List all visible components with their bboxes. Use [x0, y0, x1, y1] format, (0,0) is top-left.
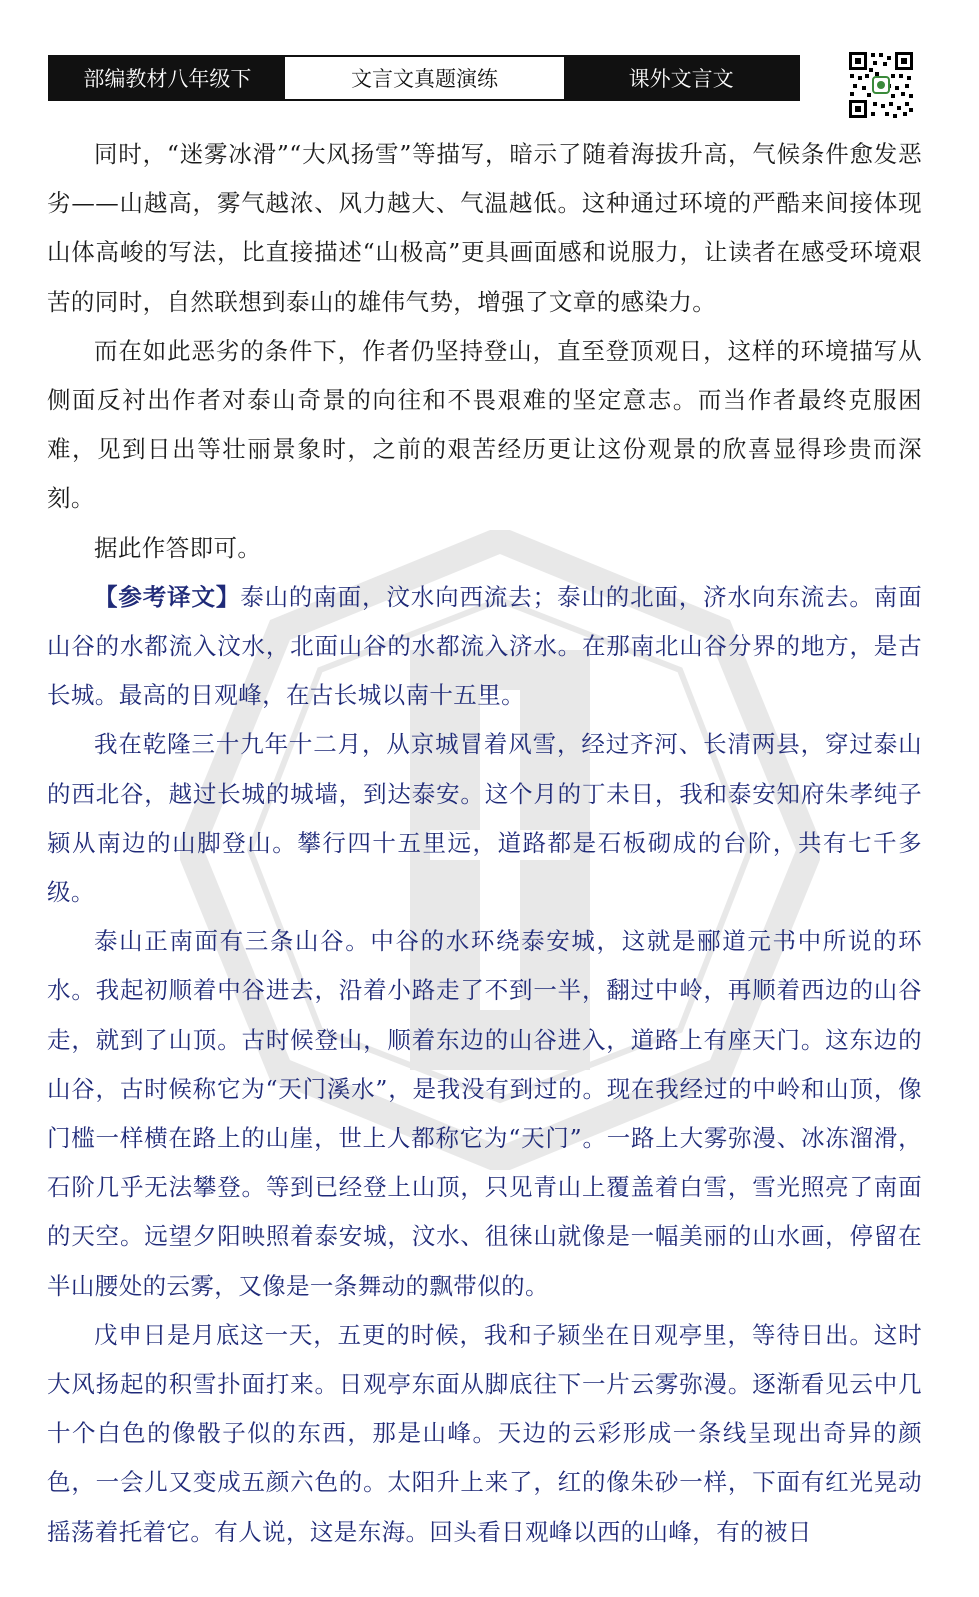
analysis-paragraph-1: 同时，“迷雾冰滑”“大风扬雪”等描写，暗示了随着海拔升高，气候条件愈发恶劣——山越高，雾气越浓、风力越大、气温越低。这种通过环境的严酷来间接体现山体高峻的写法，比直接描述“山极高”更具画面感和说服力，让读者在感受环境艰苦的同时，自然联想到泰山的雄伟气势，增强了文章的感染力。 — [47, 140, 922, 316]
header-practice-label: 文言文真题演练 — [285, 57, 565, 99]
translation-paragraph-3: 泰山正南面有三条山谷。中谷的水环绕泰安城，这就是郦道元书中所说的环水。我起初顺着中谷进去，沿着小路走了不到一半，翻过中岭，再顺着西边的山谷走，就到了山顶。古时候登山，顺着东边的山谷进入，道路上有座天门。这东边的山谷，古时候称它为“天门溪水”，是我没有到过的。现在我经过的中岭和山顶，像门槛一样横在路上的山崖，世上人都称它为“天门”。一路上大雾弥漫、冰冻溜滑，石阶几乎无法攀登。等到已经登上山顶，只见青山上覆盖着白雪，雪光照亮了南面的天空。远望夕阳映照着泰安城，汶水、徂徕山就像是一幅美丽的山水画，停留在半山腰处的云雾，又像是一条舞动的飘带似的。 — [47, 927, 922, 1300]
translation-section — [47, 573, 922, 1557]
header-category-label: 课外文言文 — [564, 57, 798, 99]
analysis-section — [47, 130, 922, 573]
header-textbook-label: 部编教材八年级下 — [50, 57, 285, 99]
translation-paragraph-2: 我在乾隆三十九年十二月，从京城冒着风雪，经过齐河、长清两县，穿过泰山的西北谷，越过长城的城墙，到达泰安。这个月的丁未日，我和泰安知府朱孝纯子颍从南边的山脚登山。攀行四十五里远，道路都是石板砌成的台阶，共有七千多级。 — [47, 730, 922, 907]
qr-code-icon — [847, 50, 915, 120]
document-body — [47, 130, 922, 1557]
reference-translation-label: 【参考译文】 — [94, 582, 241, 611]
analysis-paragraph-2: 而在如此恶劣的条件下，作者仍坚持登山，直至登顶观日，这样的环境描写从侧面反衬出作者对泰山奇景的向往和不畏艰难的坚定意志。而当作者最终克服困难，见到日出等壮丽景象时，之前的艰苦经历更让这份观景的欣喜显得珍贵而深刻。 — [47, 336, 922, 513]
translation-paragraph-4: 戊申日是月底这一天，五更的时候，我和子颍坐在日观亭里，等待日出。这时大风扬起的积雪扑面打来。日观亭东面从脚底往下一片云雾弥漫。逐渐看见云中几十个白色的像骰子似的东西，那是山峰。天边的云彩形成一条线呈现出奇异的颜色，一会儿又变成五颜六色的。太阳升上来了，红的像朱砂一样，下面有红光晃动摇荡着托着它。有人说，这是东海。回头看日观峰以西的山峰，有的被日 — [47, 1320, 922, 1546]
translation-paragraph-1-text: 泰山的南面，汶水向西流去；泰山的北面，济水向东流去。南面山谷的水都流入汶水，北面山谷的水都流入济水。在那南北山谷分界的地方，是古长城。最高的日观峰，在古长城以南十五里。 — [47, 582, 922, 710]
translation-paragraph-1 — [47, 573, 922, 721]
header-bar — [48, 55, 800, 101]
analysis-paragraph-3: 据此作答即可。 — [94, 533, 262, 562]
